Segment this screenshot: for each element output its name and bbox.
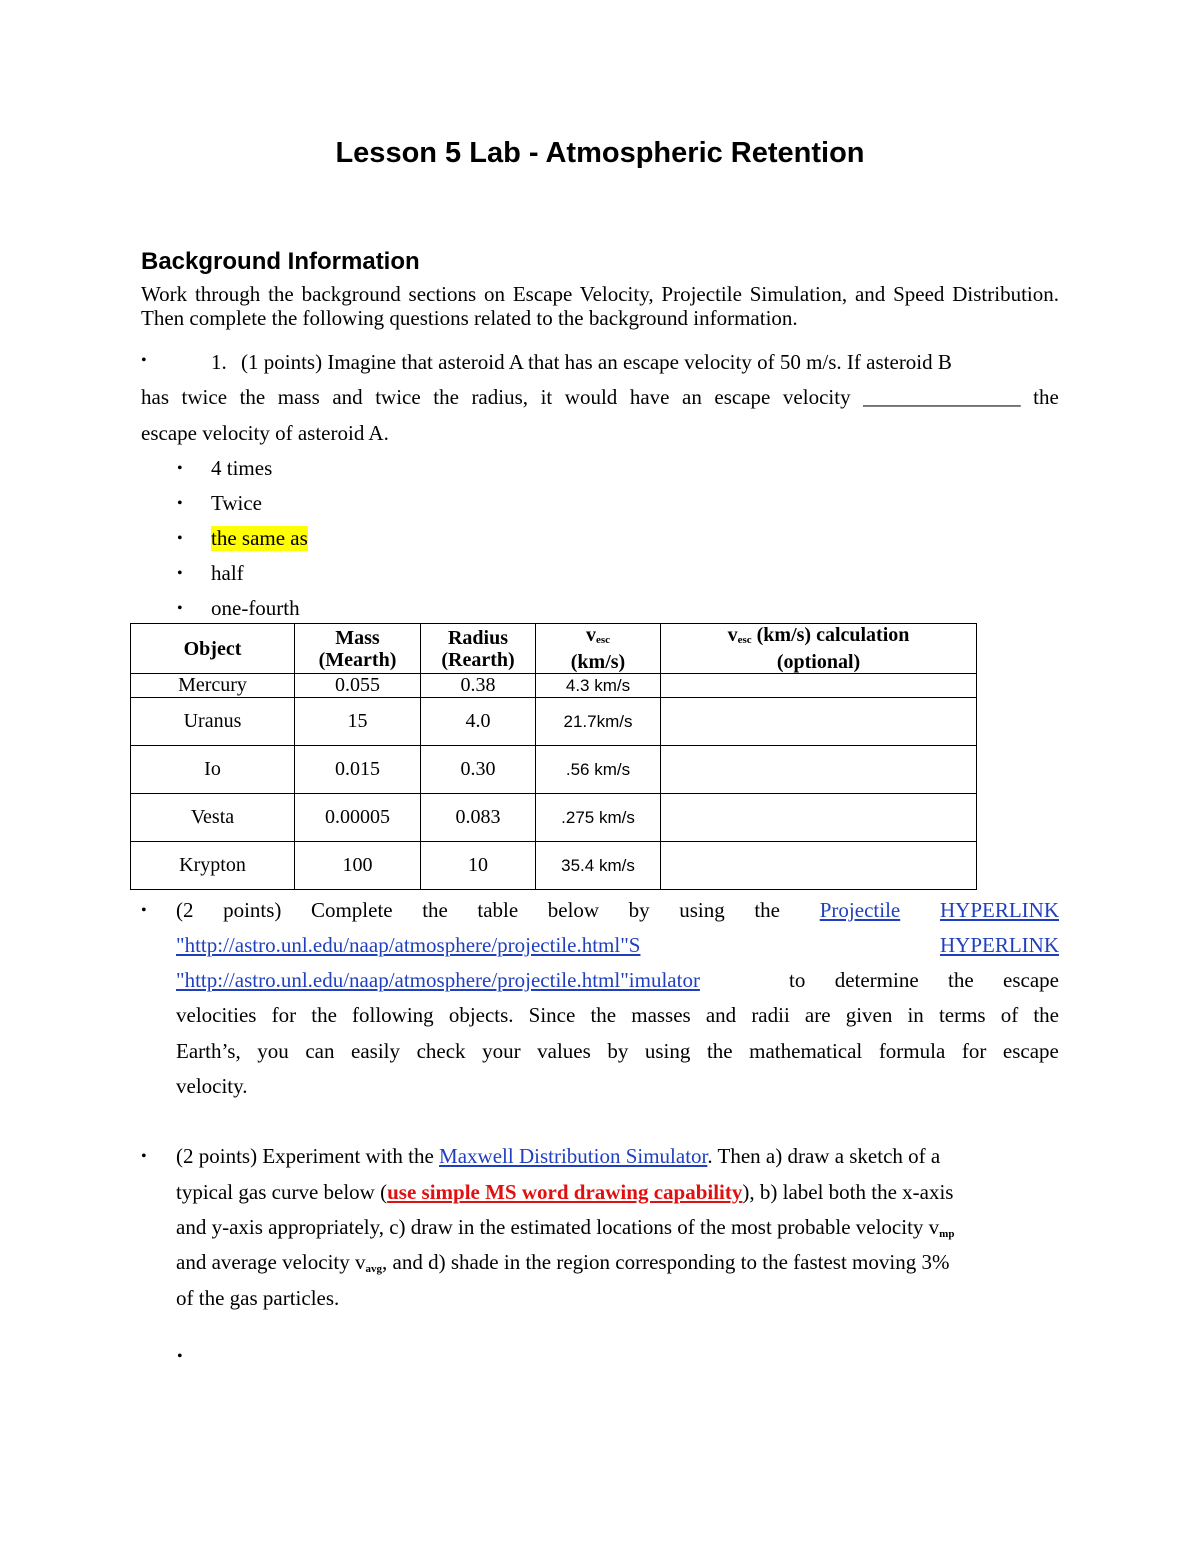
- word: velocities: [176, 1003, 257, 1027]
- question2-bullet: •: [141, 902, 147, 919]
- cell-radius: 0.083: [421, 794, 536, 842]
- trailing-bullet: •: [177, 1348, 183, 1365]
- question3-line5: of the gas particles.: [176, 1286, 340, 1310]
- cell-radius: 4.0: [421, 698, 536, 746]
- question1-number: 1.: [211, 350, 227, 374]
- word: twice: [181, 385, 228, 409]
- word: formula: [878, 1039, 946, 1063]
- question2-line5: [176, 1039, 1059, 1064]
- table-header-row: [131, 624, 977, 674]
- cell-radius: 10: [421, 842, 536, 890]
- word: using: [644, 1039, 691, 1063]
- word: Since: [528, 1003, 576, 1027]
- question3-line3: and y-axis appropriately, c) draw in the estimated locations of the most probable velocity $v_{mp}$: [176, 1215, 955, 1240]
- header-object: Object: [131, 624, 295, 674]
- word: radii: [751, 1003, 790, 1027]
- word: your: [482, 1039, 521, 1063]
- cell-vesc[interactable]: .275 km/s: [536, 794, 661, 842]
- word: given: [845, 1003, 893, 1027]
- word: the: [311, 1003, 337, 1027]
- option-half[interactable]: half: [211, 561, 244, 585]
- cell-vesc[interactable]: .56 km/s: [536, 746, 661, 794]
- cell-object: Io: [131, 746, 295, 794]
- word: values: [537, 1039, 591, 1063]
- word: terms: [938, 1003, 986, 1027]
- word: has: [141, 385, 169, 409]
- word: in: [907, 1003, 924, 1027]
- cell-vesc[interactable]: 35.4 km/s: [536, 842, 661, 890]
- option-bullet: •: [177, 460, 183, 477]
- word: easily: [351, 1039, 401, 1063]
- word: for: [271, 1003, 297, 1027]
- cell-object: Mercury: [131, 674, 295, 698]
- word: the: [433, 385, 459, 409]
- cell-object: Uranus: [131, 698, 295, 746]
- word: escape: [1003, 968, 1059, 992]
- page-title: Lesson 5 Lab - Atmospheric Retention: [335, 137, 865, 169]
- word: to: [789, 968, 806, 992]
- option-one-fourth[interactable]: one-fourth: [211, 596, 300, 620]
- cell-calculation[interactable]: [661, 674, 977, 698]
- word: it: [540, 385, 553, 409]
- word: can: [305, 1039, 335, 1063]
- word: the: [948, 968, 974, 992]
- cell-calculation[interactable]: [661, 746, 977, 794]
- table-row: [131, 842, 977, 890]
- word: mass: [277, 385, 320, 409]
- table-row: [131, 698, 977, 746]
- question2-line3-words: [789, 968, 1059, 993]
- question2-line1-words: [176, 898, 780, 923]
- word: of: [1000, 1003, 1019, 1027]
- question3-line1: (2 points) Experiment with the Maxwell Distribution Simulator. Then a) draw a sketch of a: [176, 1144, 941, 1168]
- word: the: [590, 1003, 617, 1027]
- word: points): [223, 898, 282, 922]
- header-mass: Mass (Mearth): [295, 624, 421, 674]
- word: (2: [176, 898, 194, 922]
- cell-calculation[interactable]: [661, 698, 977, 746]
- word: check: [416, 1039, 466, 1063]
- cell-mass: 15: [295, 698, 421, 746]
- cell-mass: 0.015: [295, 746, 421, 794]
- table-row: [131, 794, 977, 842]
- word: the: [754, 898, 780, 922]
- question3-line4: and average velocity $v_{avg}$, and d) shade in the region corresponding to the fastest moving 3%: [176, 1250, 950, 1275]
- option-bullet: •: [177, 600, 183, 617]
- word: escape: [1002, 1039, 1059, 1063]
- option-the-same-as-selected[interactable]: the same as: [211, 526, 308, 550]
- question2-line3: [176, 968, 1059, 993]
- option-twice[interactable]: Twice: [211, 491, 263, 515]
- question1-line2: [141, 385, 1059, 410]
- word: determine: [834, 968, 919, 992]
- header-vesc: vesc (km/s): [536, 624, 661, 674]
- projectile-url-simulator-link[interactable]: "http://astro.unl.edu/naap/atmosphere/projectile.html"imulator: [176, 968, 700, 992]
- question2-line2: [176, 933, 1059, 958]
- word: escape: [714, 385, 771, 409]
- question2-line4: [176, 1003, 1059, 1028]
- question3-line2: typical gas curve below (use simple MS word drawing capability), b) label both the x-axis: [176, 1180, 954, 1204]
- word: following: [352, 1003, 434, 1027]
- cell-calculation[interactable]: [661, 794, 977, 842]
- question1-bullet: •: [141, 352, 147, 369]
- cell-radius: 0.38: [421, 674, 536, 698]
- header-vesc-calculation: vesc (km/s) calculation (optional): [661, 624, 977, 674]
- word: by: [607, 1039, 629, 1063]
- cell-calculation[interactable]: [661, 842, 977, 890]
- intro-paragraph: Work through the background sections on Escape Velocity, Projectile Simulation, and Speed Distribution. Then complete the following questions related to the background information.: [141, 282, 1059, 330]
- cell-mass: 0.00005: [295, 794, 421, 842]
- question3-bullet: •: [141, 1148, 147, 1165]
- option-bullet: •: [177, 530, 183, 547]
- word: for: [961, 1039, 987, 1063]
- maxwell-simulator-link[interactable]: Maxwell Distribution Simulator: [439, 1144, 708, 1168]
- escape-velocity-table: [130, 623, 977, 890]
- word: masses: [631, 1003, 691, 1027]
- word: _______________: [863, 385, 1021, 409]
- word: by: [628, 898, 650, 922]
- word: the: [422, 898, 448, 922]
- projectile-url-link[interactable]: "http://astro.unl.edu/naap/atmosphere/projectile.html"S: [176, 933, 641, 957]
- header-radius: Radius (Rearth): [421, 624, 536, 674]
- word: the: [1033, 1003, 1059, 1027]
- word: the: [239, 385, 266, 409]
- question1-line3: escape velocity of asteroid A.: [141, 421, 389, 445]
- word: Earth’s,: [176, 1039, 241, 1063]
- section-heading: Background Information: [141, 248, 420, 275]
- word: an: [682, 385, 702, 409]
- word: using: [679, 898, 725, 922]
- word: have: [629, 385, 670, 409]
- option-bullet: •: [177, 565, 183, 582]
- word: and: [332, 385, 363, 409]
- word: mathematical: [749, 1039, 863, 1063]
- word: table: [477, 898, 519, 922]
- question1-line1: (1 points) Imagine that asteroid A that has an escape velocity of 50 m/s. If asteroid B: [241, 350, 952, 374]
- projectile-hyperlink-label[interactable]: HYPERLINK: [940, 933, 1059, 957]
- cell-vesc[interactable]: 21.7km/s: [536, 698, 661, 746]
- drawing-instruction-emphasis: use simple MS word drawing capability: [387, 1180, 743, 1204]
- table-row: [131, 746, 977, 794]
- question2-line6: velocity.: [176, 1074, 248, 1098]
- word: radius,: [471, 385, 529, 409]
- table-row: [131, 674, 977, 698]
- word: below: [547, 898, 600, 922]
- cell-object: Vesta: [131, 794, 295, 842]
- word: velocity: [782, 385, 851, 409]
- word: are: [804, 1003, 831, 1027]
- word: the: [706, 1039, 733, 1063]
- cell-object: Krypton: [131, 842, 295, 890]
- cell-radius: 0.30: [421, 746, 536, 794]
- word: and: [705, 1003, 737, 1027]
- word: you: [257, 1039, 289, 1063]
- word: would: [564, 385, 618, 409]
- option-4-times[interactable]: 4 times: [211, 456, 273, 480]
- projectile-simulator-link-part2[interactable]: HYPERLINK: [939, 898, 1059, 922]
- cell-mass: 0.055: [295, 674, 421, 698]
- word: objects.: [448, 1003, 514, 1027]
- question2-line1: [176, 898, 1059, 923]
- word: twice: [375, 385, 421, 409]
- word: Complete: [310, 898, 393, 922]
- cell-mass: 100: [295, 842, 421, 890]
- word: the: [1033, 385, 1059, 409]
- option-bullet: •: [177, 495, 183, 512]
- cell-vesc[interactable]: 4.3 km/s: [536, 674, 661, 698]
- projectile-simulator-link-part1[interactable]: Projectile: [819, 898, 901, 922]
